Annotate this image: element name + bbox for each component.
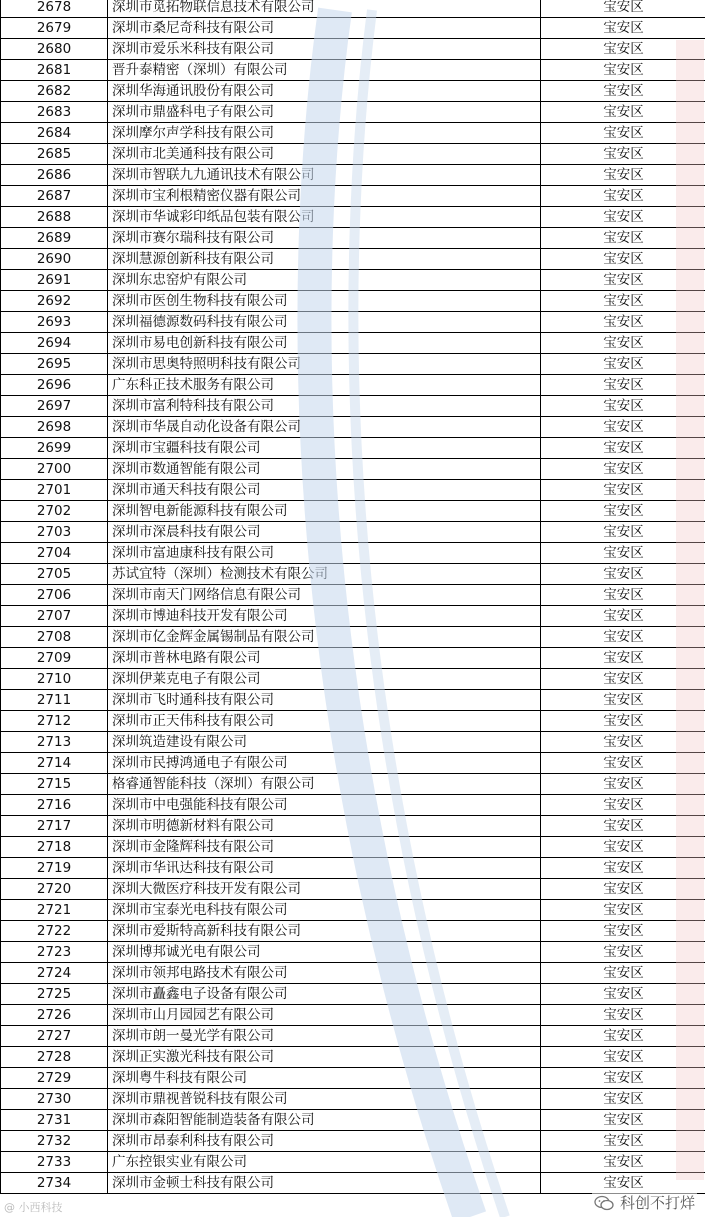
district-cell: 宝安区 — [541, 375, 705, 396]
district-cell: 宝安区 — [541, 858, 705, 879]
table-row — [1, 795, 705, 816]
row-number-cell: 2712 — [1, 711, 108, 732]
row-number-cell: 2708 — [1, 627, 108, 648]
table-row — [1, 816, 705, 837]
table-row — [1, 1068, 705, 1089]
row-number-cell: 2705 — [1, 564, 108, 585]
company-name-cell: 深圳市华晟自动化设备有限公司 — [108, 417, 541, 438]
table-body — [1, 0, 705, 1194]
table-row — [1, 837, 705, 858]
company-name-cell: 深圳正实激光科技有限公司 — [108, 1047, 541, 1068]
district-cell: 宝安区 — [541, 1047, 705, 1068]
company-name-cell: 深圳市赛尔瑞科技有限公司 — [108, 228, 541, 249]
row-number-cell: 2693 — [1, 312, 108, 333]
table-row — [1, 438, 705, 459]
company-name-cell: 深圳市深晨科技有限公司 — [108, 522, 541, 543]
table-row — [1, 0, 705, 18]
table-row — [1, 354, 705, 375]
table-row — [1, 480, 705, 501]
company-name-cell: 深圳市普林电路有限公司 — [108, 648, 541, 669]
company-name-cell: 深圳东忠窑炉有限公司 — [108, 270, 541, 291]
district-cell: 宝安区 — [541, 879, 705, 900]
district-cell: 宝安区 — [541, 1110, 705, 1131]
row-number-cell: 2689 — [1, 228, 108, 249]
district-cell: 宝安区 — [541, 564, 705, 585]
district-cell: 宝安区 — [541, 984, 705, 1005]
company-name-cell: 深圳市昂泰利科技有限公司 — [108, 1131, 541, 1152]
district-cell: 宝安区 — [541, 501, 705, 522]
row-number-cell: 2683 — [1, 102, 108, 123]
company-name-cell: 深圳市中电强能科技有限公司 — [108, 795, 541, 816]
company-name-cell: 深圳市爱乐米科技有限公司 — [108, 39, 541, 60]
source-mark: @ 小西科技 — [4, 1201, 63, 1214]
table-row — [1, 396, 705, 417]
table-row — [1, 564, 705, 585]
company-name-cell: 深圳市觅拓物联信息技术有限公司 — [108, 0, 541, 18]
district-cell: 宝安区 — [541, 585, 705, 606]
company-name-cell: 深圳市数通智能有限公司 — [108, 459, 541, 480]
row-number-cell: 2729 — [1, 1068, 108, 1089]
company-name-cell: 深圳市鼎视普锐科技有限公司 — [108, 1089, 541, 1110]
company-name-cell: 深圳市华讯达科技有限公司 — [108, 858, 541, 879]
district-cell: 宝安区 — [541, 186, 705, 207]
row-number-cell: 2699 — [1, 438, 108, 459]
district-cell: 宝安区 — [541, 900, 705, 921]
table-row — [1, 291, 705, 312]
row-number-cell: 2684 — [1, 123, 108, 144]
district-cell: 宝安区 — [541, 669, 705, 690]
row-number-cell: 2714 — [1, 753, 108, 774]
row-number-cell: 2733 — [1, 1152, 108, 1173]
table-row — [1, 921, 705, 942]
row-number-cell: 2711 — [1, 690, 108, 711]
district-cell: 宝安区 — [541, 60, 705, 81]
table-row — [1, 753, 705, 774]
district-cell: 宝安区 — [541, 165, 705, 186]
district-cell: 宝安区 — [541, 333, 705, 354]
district-cell: 宝安区 — [541, 816, 705, 837]
table-row — [1, 879, 705, 900]
row-number-cell: 2703 — [1, 522, 108, 543]
row-number-cell: 2726 — [1, 1005, 108, 1026]
row-number-cell: 2694 — [1, 333, 108, 354]
company-name-cell: 格睿通智能科技（深圳）有限公司 — [108, 774, 541, 795]
wechat-account-name: 科创不打烊 — [619, 1194, 695, 1212]
company-name-cell: 深圳市金顿士科技有限公司 — [108, 1173, 541, 1194]
district-cell: 宝安区 — [541, 102, 705, 123]
table-row — [1, 249, 705, 270]
district-cell: 宝安区 — [541, 543, 705, 564]
row-number-cell: 2685 — [1, 144, 108, 165]
table-row — [1, 81, 705, 102]
row-number-cell: 2681 — [1, 60, 108, 81]
district-cell: 宝安区 — [541, 480, 705, 501]
row-number-cell: 2722 — [1, 921, 108, 942]
row-number-cell: 2728 — [1, 1047, 108, 1068]
district-cell: 宝安区 — [541, 963, 705, 984]
company-name-cell: 深圳慧源创新科技有限公司 — [108, 249, 541, 270]
row-number-cell: 2727 — [1, 1026, 108, 1047]
company-name-cell: 深圳智电新能源科技有限公司 — [108, 501, 541, 522]
row-number-cell: 2731 — [1, 1110, 108, 1131]
company-name-cell: 深圳摩尔声学科技有限公司 — [108, 123, 541, 144]
row-number-cell: 2725 — [1, 984, 108, 1005]
company-name-cell: 深圳粤牛科技有限公司 — [108, 1068, 541, 1089]
table-row — [1, 1026, 705, 1047]
company-name-cell: 深圳市金隆辉科技有限公司 — [108, 837, 541, 858]
district-cell: 宝安区 — [541, 81, 705, 102]
table-row — [1, 228, 705, 249]
company-name-cell: 深圳筑造建设有限公司 — [108, 732, 541, 753]
table-row — [1, 690, 705, 711]
district-cell: 宝安区 — [541, 396, 705, 417]
district-cell: 宝安区 — [541, 522, 705, 543]
company-name-cell: 深圳市明德新材料有限公司 — [108, 816, 541, 837]
table-row — [1, 165, 705, 186]
row-number-cell: 2704 — [1, 543, 108, 564]
district-cell: 宝安区 — [541, 648, 705, 669]
company-name-cell: 深圳市森阳智能制造装备有限公司 — [108, 1110, 541, 1131]
row-number-cell: 2700 — [1, 459, 108, 480]
company-name-cell: 深圳市通天科技有限公司 — [108, 480, 541, 501]
district-cell: 宝安区 — [541, 207, 705, 228]
table-row — [1, 627, 705, 648]
company-name-cell: 深圳市思奥特照明科技有限公司 — [108, 354, 541, 375]
table-row — [1, 312, 705, 333]
row-number-cell: 2690 — [1, 249, 108, 270]
table-row — [1, 522, 705, 543]
table-row — [1, 1047, 705, 1068]
row-number-cell: 2734 — [1, 1173, 108, 1194]
table-row — [1, 585, 705, 606]
company-name-cell: 深圳市博迪科技开发有限公司 — [108, 606, 541, 627]
table-row — [1, 984, 705, 1005]
company-name-cell: 广东科正技术服务有限公司 — [108, 375, 541, 396]
row-number-cell: 2716 — [1, 795, 108, 816]
company-name-cell: 深圳市宝疆科技有限公司 — [108, 438, 541, 459]
row-number-cell: 2710 — [1, 669, 108, 690]
company-name-cell: 深圳市智联九九通讯技术有限公司 — [108, 165, 541, 186]
company-name-cell: 深圳市北美通科技有限公司 — [108, 144, 541, 165]
district-cell: 宝安区 — [541, 1005, 705, 1026]
district-cell: 宝安区 — [541, 774, 705, 795]
row-number-cell: 2715 — [1, 774, 108, 795]
table-row — [1, 711, 705, 732]
row-number-cell: 2698 — [1, 417, 108, 438]
company-name-cell: 深圳市华诚彩印纸品包装有限公司 — [108, 207, 541, 228]
district-cell: 宝安区 — [541, 354, 705, 375]
table-row — [1, 333, 705, 354]
row-number-cell: 2678 — [1, 0, 108, 18]
district-cell: 宝安区 — [541, 1173, 705, 1194]
table-row — [1, 123, 705, 144]
row-number-cell: 2691 — [1, 270, 108, 291]
table-row — [1, 144, 705, 165]
table-row — [1, 1152, 705, 1173]
district-cell: 宝安区 — [541, 459, 705, 480]
table-row — [1, 900, 705, 921]
row-number-cell: 2718 — [1, 837, 108, 858]
table-row — [1, 606, 705, 627]
table-row — [1, 543, 705, 564]
district-cell: 宝安区 — [541, 144, 705, 165]
row-number-cell: 2721 — [1, 900, 108, 921]
table-row — [1, 501, 705, 522]
row-number-cell: 2680 — [1, 39, 108, 60]
district-cell: 宝安区 — [541, 312, 705, 333]
company-name-cell: 深圳伊莱克电子有限公司 — [108, 669, 541, 690]
district-cell: 宝安区 — [541, 711, 705, 732]
row-number-cell: 2687 — [1, 186, 108, 207]
table-row — [1, 270, 705, 291]
table-row — [1, 1005, 705, 1026]
row-number-cell: 2682 — [1, 81, 108, 102]
table-row — [1, 60, 705, 81]
company-name-cell: 深圳市鼎盛科电子有限公司 — [108, 102, 541, 123]
table-row — [1, 648, 705, 669]
row-number-cell: 2720 — [1, 879, 108, 900]
row-number-cell: 2701 — [1, 480, 108, 501]
company-name-cell: 深圳市亿金辉金属锡制品有限公司 — [108, 627, 541, 648]
company-name-cell: 深圳市宝利根精密仪器有限公司 — [108, 186, 541, 207]
district-cell: 宝安区 — [541, 921, 705, 942]
table-row — [1, 39, 705, 60]
row-number-cell: 2706 — [1, 585, 108, 606]
row-number-cell: 2688 — [1, 207, 108, 228]
district-cell: 宝安区 — [541, 1068, 705, 1089]
company-name-cell: 深圳市富利特科技有限公司 — [108, 396, 541, 417]
district-cell: 宝安区 — [541, 18, 705, 39]
row-number-cell: 2692 — [1, 291, 108, 312]
row-number-cell: 2719 — [1, 858, 108, 879]
district-cell: 宝安区 — [541, 627, 705, 648]
table-row — [1, 375, 705, 396]
table-row — [1, 858, 705, 879]
company-name-cell: 深圳市领邦电路技术有限公司 — [108, 963, 541, 984]
row-number-cell: 2724 — [1, 963, 108, 984]
table-row — [1, 732, 705, 753]
district-cell: 宝安区 — [541, 438, 705, 459]
row-number-cell: 2702 — [1, 501, 108, 522]
district-cell: 宝安区 — [541, 732, 705, 753]
table-row — [1, 207, 705, 228]
district-cell: 宝安区 — [541, 270, 705, 291]
row-number-cell: 2713 — [1, 732, 108, 753]
district-cell: 宝安区 — [541, 942, 705, 963]
company-name-cell: 深圳市山月园园艺有限公司 — [108, 1005, 541, 1026]
table-row — [1, 942, 705, 963]
row-number-cell: 2697 — [1, 396, 108, 417]
row-number-cell: 2679 — [1, 18, 108, 39]
table-row — [1, 1173, 705, 1194]
district-cell: 宝安区 — [541, 753, 705, 774]
district-cell: 宝安区 — [541, 1131, 705, 1152]
table-row — [1, 774, 705, 795]
table-row — [1, 669, 705, 690]
company-name-cell: 深圳市桑尼奇科技有限公司 — [108, 18, 541, 39]
district-cell: 宝安区 — [541, 228, 705, 249]
row-number-cell: 2695 — [1, 354, 108, 375]
company-name-cell: 晋升泰精密（深圳）有限公司 — [108, 60, 541, 81]
table-row — [1, 417, 705, 438]
district-cell: 宝安区 — [541, 606, 705, 627]
wechat-watermark — [592, 1192, 697, 1213]
company-name-cell: 深圳市易电创新科技有限公司 — [108, 333, 541, 354]
table-row — [1, 102, 705, 123]
row-number-cell: 2686 — [1, 165, 108, 186]
district-cell: 宝安区 — [541, 1152, 705, 1173]
company-name-cell: 深圳博邦诚光电有限公司 — [108, 942, 541, 963]
district-cell: 宝安区 — [541, 291, 705, 312]
district-cell: 宝安区 — [541, 417, 705, 438]
table-row — [1, 1089, 705, 1110]
row-number-cell: 2723 — [1, 942, 108, 963]
district-cell: 宝安区 — [541, 39, 705, 60]
wechat-icon — [594, 1195, 614, 1211]
row-number-cell: 2709 — [1, 648, 108, 669]
company-name-cell: 深圳市矗鑫电子设备有限公司 — [108, 984, 541, 1005]
district-cell: 宝安区 — [541, 1026, 705, 1047]
table-row — [1, 459, 705, 480]
table-row — [1, 1110, 705, 1131]
district-cell: 宝安区 — [541, 123, 705, 144]
row-number-cell: 2696 — [1, 375, 108, 396]
company-name-cell: 深圳市富迪康科技有限公司 — [108, 543, 541, 564]
district-cell: 宝安区 — [541, 1089, 705, 1110]
table-row — [1, 186, 705, 207]
row-number-cell: 2707 — [1, 606, 108, 627]
company-name-cell: 深圳华海通讯股份有限公司 — [108, 81, 541, 102]
company-name-cell: 深圳市朗一曼光学有限公司 — [108, 1026, 541, 1047]
row-number-cell: 2717 — [1, 816, 108, 837]
company-name-cell: 深圳市南天门网络信息有限公司 — [108, 585, 541, 606]
company-name-cell: 深圳市宝泰光电科技有限公司 — [108, 900, 541, 921]
company-name-cell: 深圳大微医疗科技开发有限公司 — [108, 879, 541, 900]
district-cell: 宝安区 — [541, 837, 705, 858]
table-row — [1, 1131, 705, 1152]
row-number-cell: 2730 — [1, 1089, 108, 1110]
company-name-cell: 深圳市医创生物科技有限公司 — [108, 291, 541, 312]
row-number-cell: 2732 — [1, 1131, 108, 1152]
company-name-cell: 深圳福德源数码科技有限公司 — [108, 312, 541, 333]
district-cell: 宝安区 — [541, 0, 705, 18]
district-cell: 宝安区 — [541, 249, 705, 270]
company-name-cell: 广东控银实业有限公司 — [108, 1152, 541, 1173]
table-row — [1, 18, 705, 39]
company-name-cell: 深圳市正天伟科技有限公司 — [108, 711, 541, 732]
district-cell: 宝安区 — [541, 690, 705, 711]
company-name-cell: 深圳市民搏鸿通电子有限公司 — [108, 753, 541, 774]
company-name-cell: 苏试宜特（深圳）检测技术有限公司 — [108, 564, 541, 585]
table-row — [1, 963, 705, 984]
company-name-cell: 深圳市飞时通科技有限公司 — [108, 690, 541, 711]
district-cell: 宝安区 — [541, 795, 705, 816]
company-name-cell: 深圳市爱斯特高新科技有限公司 — [108, 921, 541, 942]
